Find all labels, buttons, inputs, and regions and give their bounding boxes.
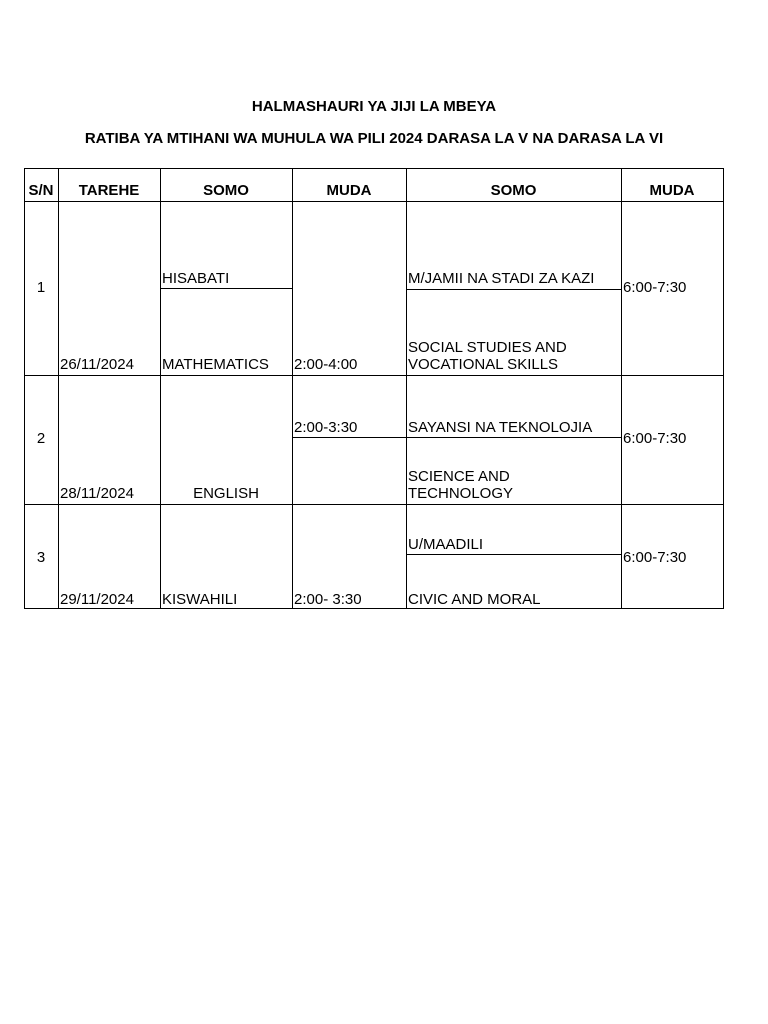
row-2-subject2-sw: SAYANSI NA TEKNOLOJIA (408, 419, 593, 436)
col-header-muda-2: MUDA (649, 182, 695, 199)
row-1-subject-en: MATHEMATICS (162, 356, 269, 373)
col-header-somo-2: SOMO (490, 182, 537, 199)
row-3-subject2-en: CIVIC AND MORAL (408, 591, 541, 608)
row-2-date: 28/11/2024 (60, 485, 134, 502)
row-3-subject2-sw: U/MAADILI (408, 536, 484, 553)
row-3-time-1: 2:00- 3:30 (294, 591, 362, 608)
row-2-time-1: 2:00-3:30 (294, 419, 358, 436)
row-3-time-2: 6:00-7:30 (623, 549, 687, 566)
row-1-sn: 1 (36, 279, 46, 296)
col-header-somo: SOMO (203, 182, 249, 199)
col-header-tarehe: TAREHE (78, 182, 140, 199)
row-1-subject2-en: SOCIAL STUDIES AND VOCATIONAL SKILLS (408, 339, 567, 373)
row-1-date: 26/11/2024 (60, 356, 134, 373)
col-header-sn: S/N (28, 182, 54, 199)
council-heading: HALMASHAURI YA JIJI LA MBEYA (251, 98, 497, 115)
row-1-time-2: 6:00-7:30 (623, 279, 687, 296)
row-1-time-1: 2:00-4:00 (294, 356, 358, 373)
exam-schedule-title: RATIBA YA MTIHANI WA MUHULA WA PILI 2024 DARASA LA V NA DARASA LA VI (84, 130, 664, 147)
col-header-muda: MUDA (326, 182, 372, 199)
row-3-subject: KISWAHILI (162, 591, 238, 608)
row-2-sn: 2 (36, 430, 46, 447)
row-3-sn: 3 (36, 549, 46, 566)
row-1-subject2-sw: M/JAMII NA STADI ZA KAZI (408, 270, 595, 287)
row-3-date: 29/11/2024 (60, 591, 134, 608)
row-2-subject2-en: SCIENCE AND TECHNOLOGY (408, 468, 514, 502)
row-2-subject: ENGLISH (193, 485, 259, 502)
row-1-subject-sw: HISABATI (162, 270, 230, 287)
row-2-time-2: 6:00-7:30 (623, 430, 687, 447)
